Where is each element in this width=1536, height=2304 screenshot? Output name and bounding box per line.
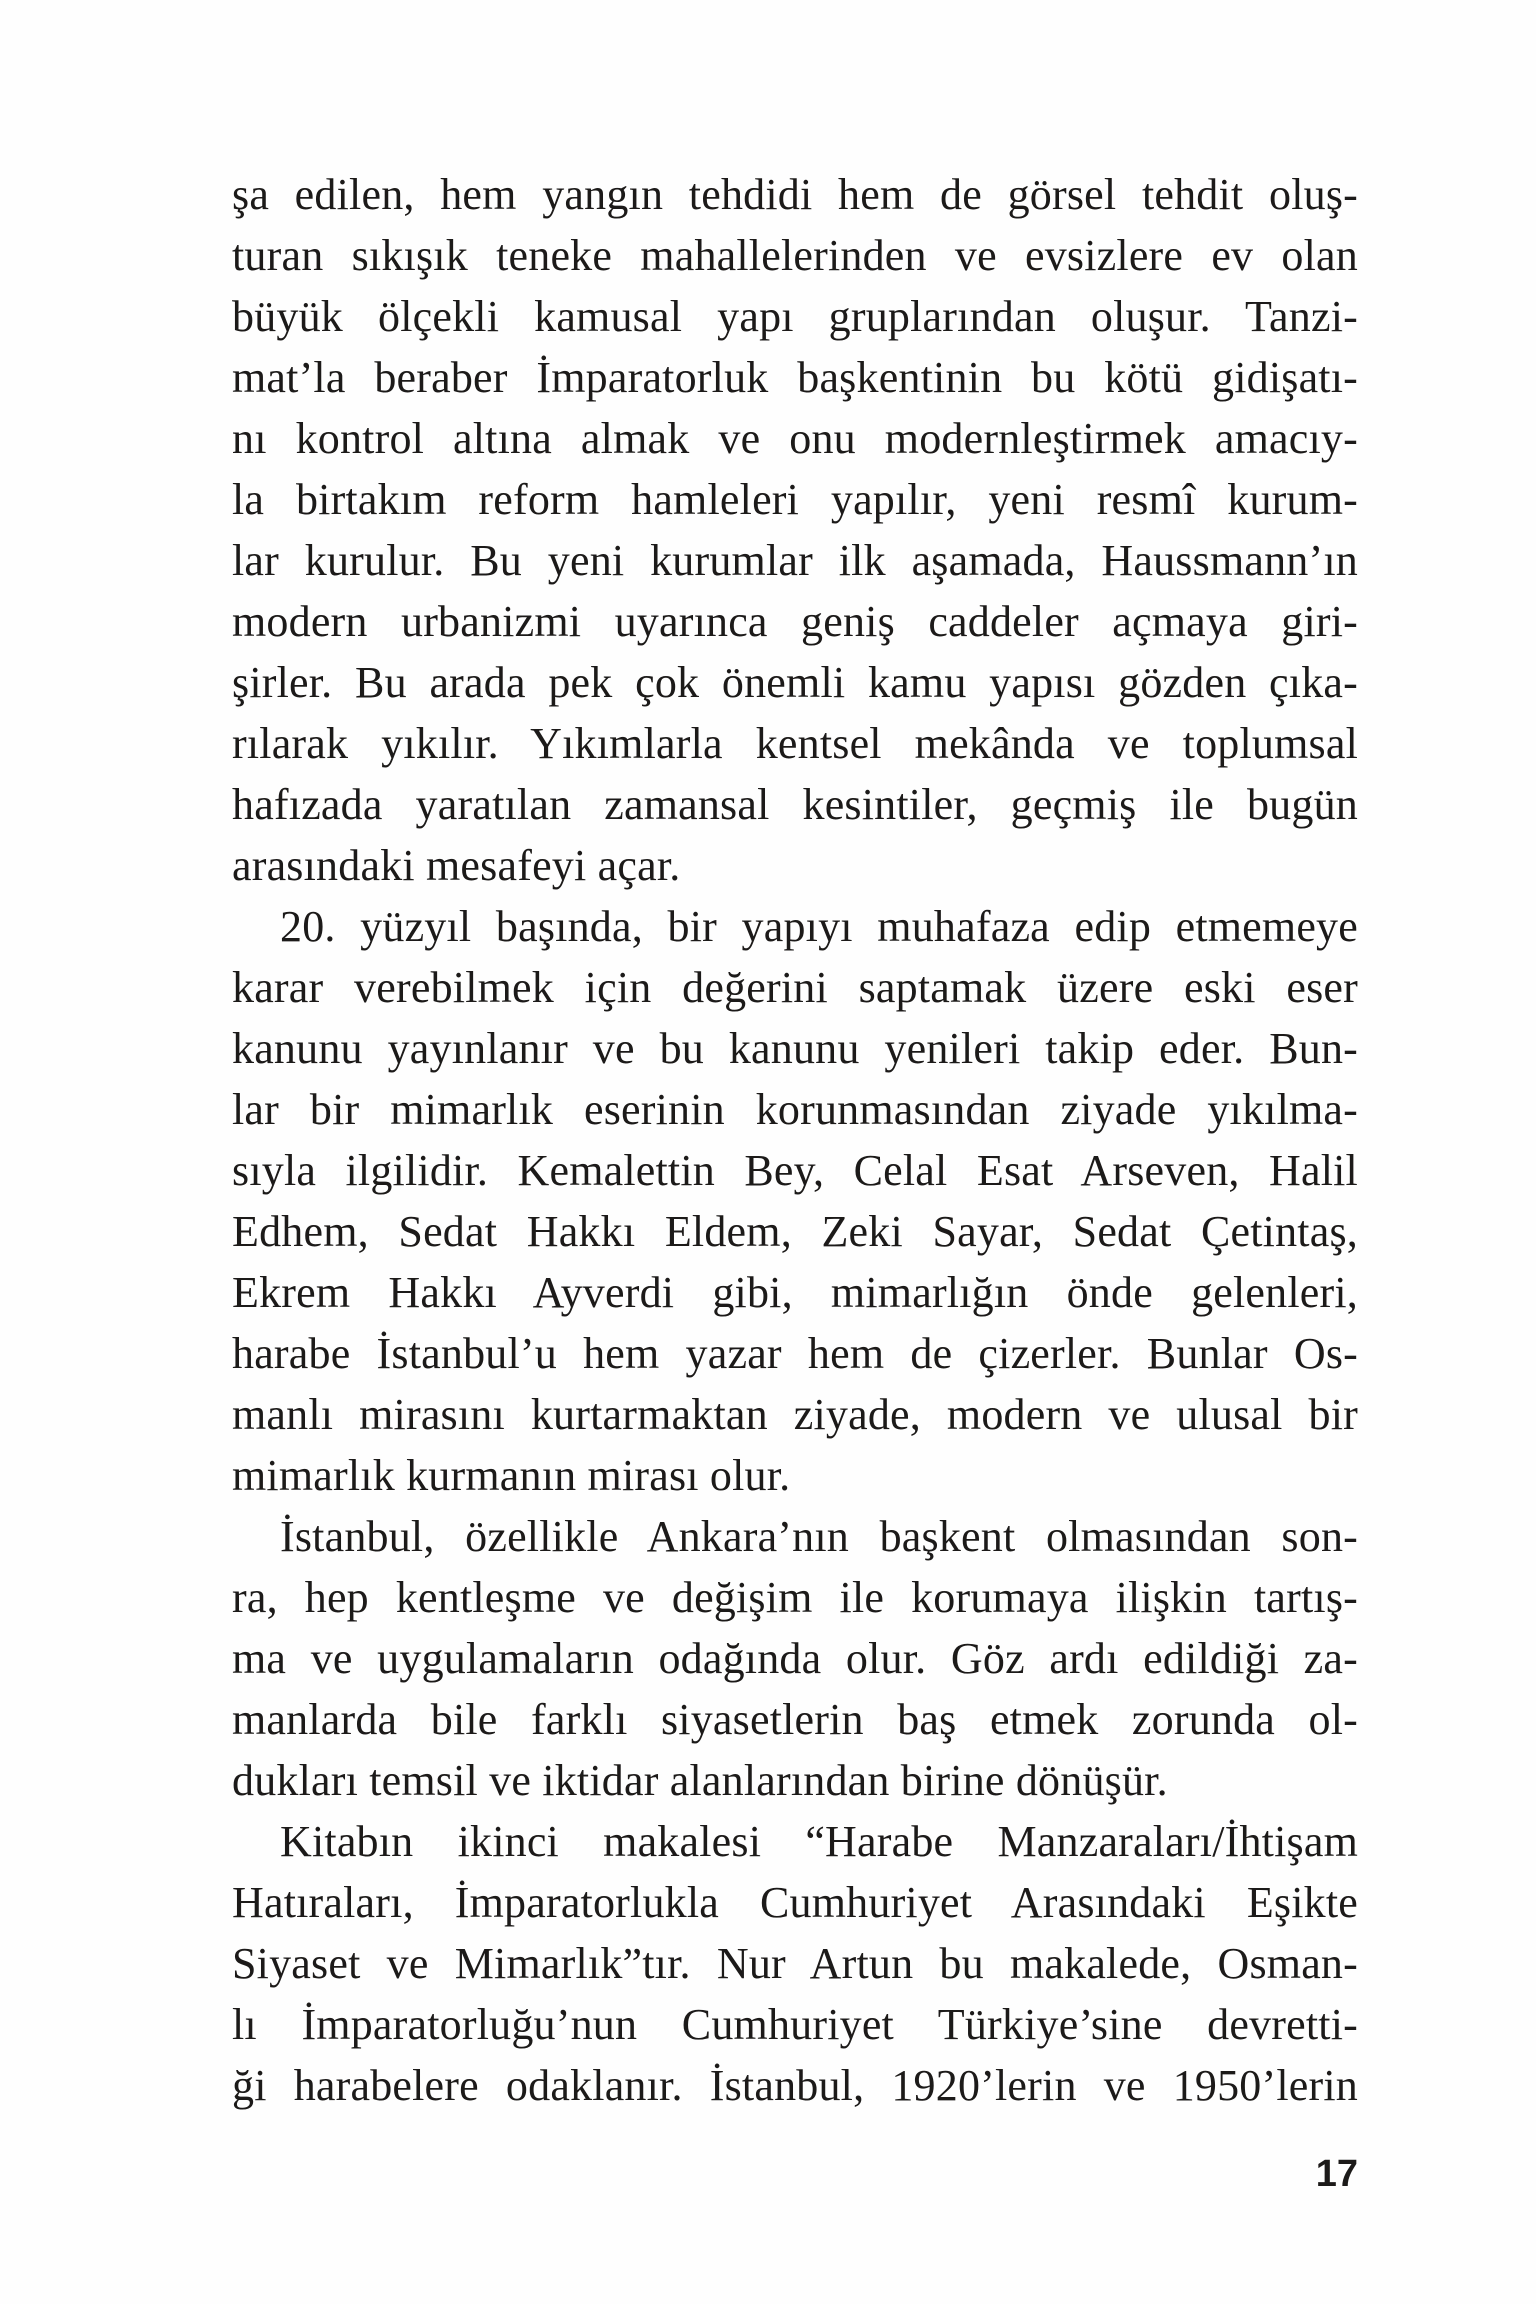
text-line: mimarlık kurmanın mirası olur.: [232, 1451, 791, 1500]
text-line: karar verebilmek için değerini saptamak üzere eski eser: [232, 963, 1358, 1012]
text-line: dukları temsil ve iktidar alanlarından birine dönüşür.: [232, 1756, 1168, 1805]
text-line: manlı mirasını kurtarmaktan ziyade, modern ve ulusal bir: [232, 1390, 1358, 1439]
text-line: harabe İstanbul’u hem yazar hem de çizerler. Bunlar Os-: [232, 1329, 1358, 1378]
text-line: lar kurulur. Bu yeni kurumlar ilk aşamada, Haussmann’ın: [232, 536, 1358, 585]
text-line: lı İmparatorluğu’nun Cumhuriyet Türkiye’sine devretti-: [232, 2000, 1358, 2049]
paragraph: [232, 896, 1358, 1506]
text-line: hafızada yaratılan zamansal kesintiler, geçmiş ile bugün: [232, 780, 1358, 829]
text-line: şirler. Bu arada pek çok önemli kamu yapısı gözden çıka-: [232, 658, 1358, 707]
text-line: kanunu yayınlanır ve bu kanunu yenileri takip eder. Bun-: [232, 1024, 1358, 1073]
text-line: la birtakım reform hamleleri yapılır, yeni resmî kurum-: [232, 475, 1358, 524]
text-line: nı kontrol altına almak ve onu modernleştirmek amacıy-: [232, 414, 1358, 463]
text-line: ma ve uygulamaların odağında olur. Göz ardı edildiği za-: [232, 1634, 1358, 1683]
text-line: mat’la beraber İmparatorluk başkentinin bu kötü gidişatı-: [232, 353, 1358, 402]
text-line: büyük ölçekli kamusal yapı gruplarından oluşur. Tanzi-: [232, 292, 1358, 341]
paragraph: [232, 1811, 1358, 2116]
text-line: Ekrem Hakkı Ayverdi gibi, mimarlığın önde gelenleri,: [232, 1268, 1358, 1317]
text-line: Hatıraları, İmparatorlukla Cumhuriyet Arasındaki Eşikte: [232, 1878, 1358, 1927]
text-line: turan sıkışık teneke mahallelerinden ve evsizlere ev olan: [232, 231, 1358, 280]
text-line: modern urbanizmi uyarınca geniş caddeler açmaya giri-: [232, 597, 1358, 646]
page-body-text: [232, 164, 1358, 2116]
text-line: lar bir mimarlık eserinin korunmasından ziyade yıkılma-: [232, 1085, 1358, 1134]
text-line: 20. yüzyıl başında, bir yapıyı muhafaza edip etmemeye: [280, 902, 1358, 951]
paragraph: [232, 1506, 1358, 1811]
text-line: sıyla ilgilidir. Kemalettin Bey, Celal Esat Arseven, Halil: [232, 1146, 1358, 1195]
text-line: manlarda bile farklı siyasetlerin baş etmek zorunda ol-: [232, 1695, 1358, 1744]
paragraph: [232, 164, 1358, 896]
text-line: Edhem, Sedat Hakkı Eldem, Zeki Sayar, Sedat Çetintaş,: [232, 1207, 1358, 1256]
text-line: arasındaki mesafeyi açar.: [232, 841, 681, 890]
text-line: Siyaset ve Mimarlık”tır. Nur Artun bu makalede, Osman-: [232, 1939, 1358, 1988]
text-line: İstanbul, özellikle Ankara’nın başkent olmasından son-: [280, 1512, 1358, 1561]
text-line: Kitabın ikinci makalesi “Harabe Manzaraları/İhtişam: [280, 1817, 1358, 1866]
text-line: rılarak yıkılır. Yıkımlarla kentsel mekânda ve toplumsal: [232, 719, 1358, 768]
text-line: ği harabelere odaklanır. İstanbul, 1920’lerin ve 1950’lerin: [232, 2061, 1358, 2110]
page-number: 17: [1315, 2153, 1358, 2195]
text-line: şa edilen, hem yangın tehdidi hem de görsel tehdit oluş-: [232, 170, 1358, 219]
text-line: ra, hep kentleşme ve değişim ile korumaya ilişkin tartış-: [232, 1573, 1358, 1622]
